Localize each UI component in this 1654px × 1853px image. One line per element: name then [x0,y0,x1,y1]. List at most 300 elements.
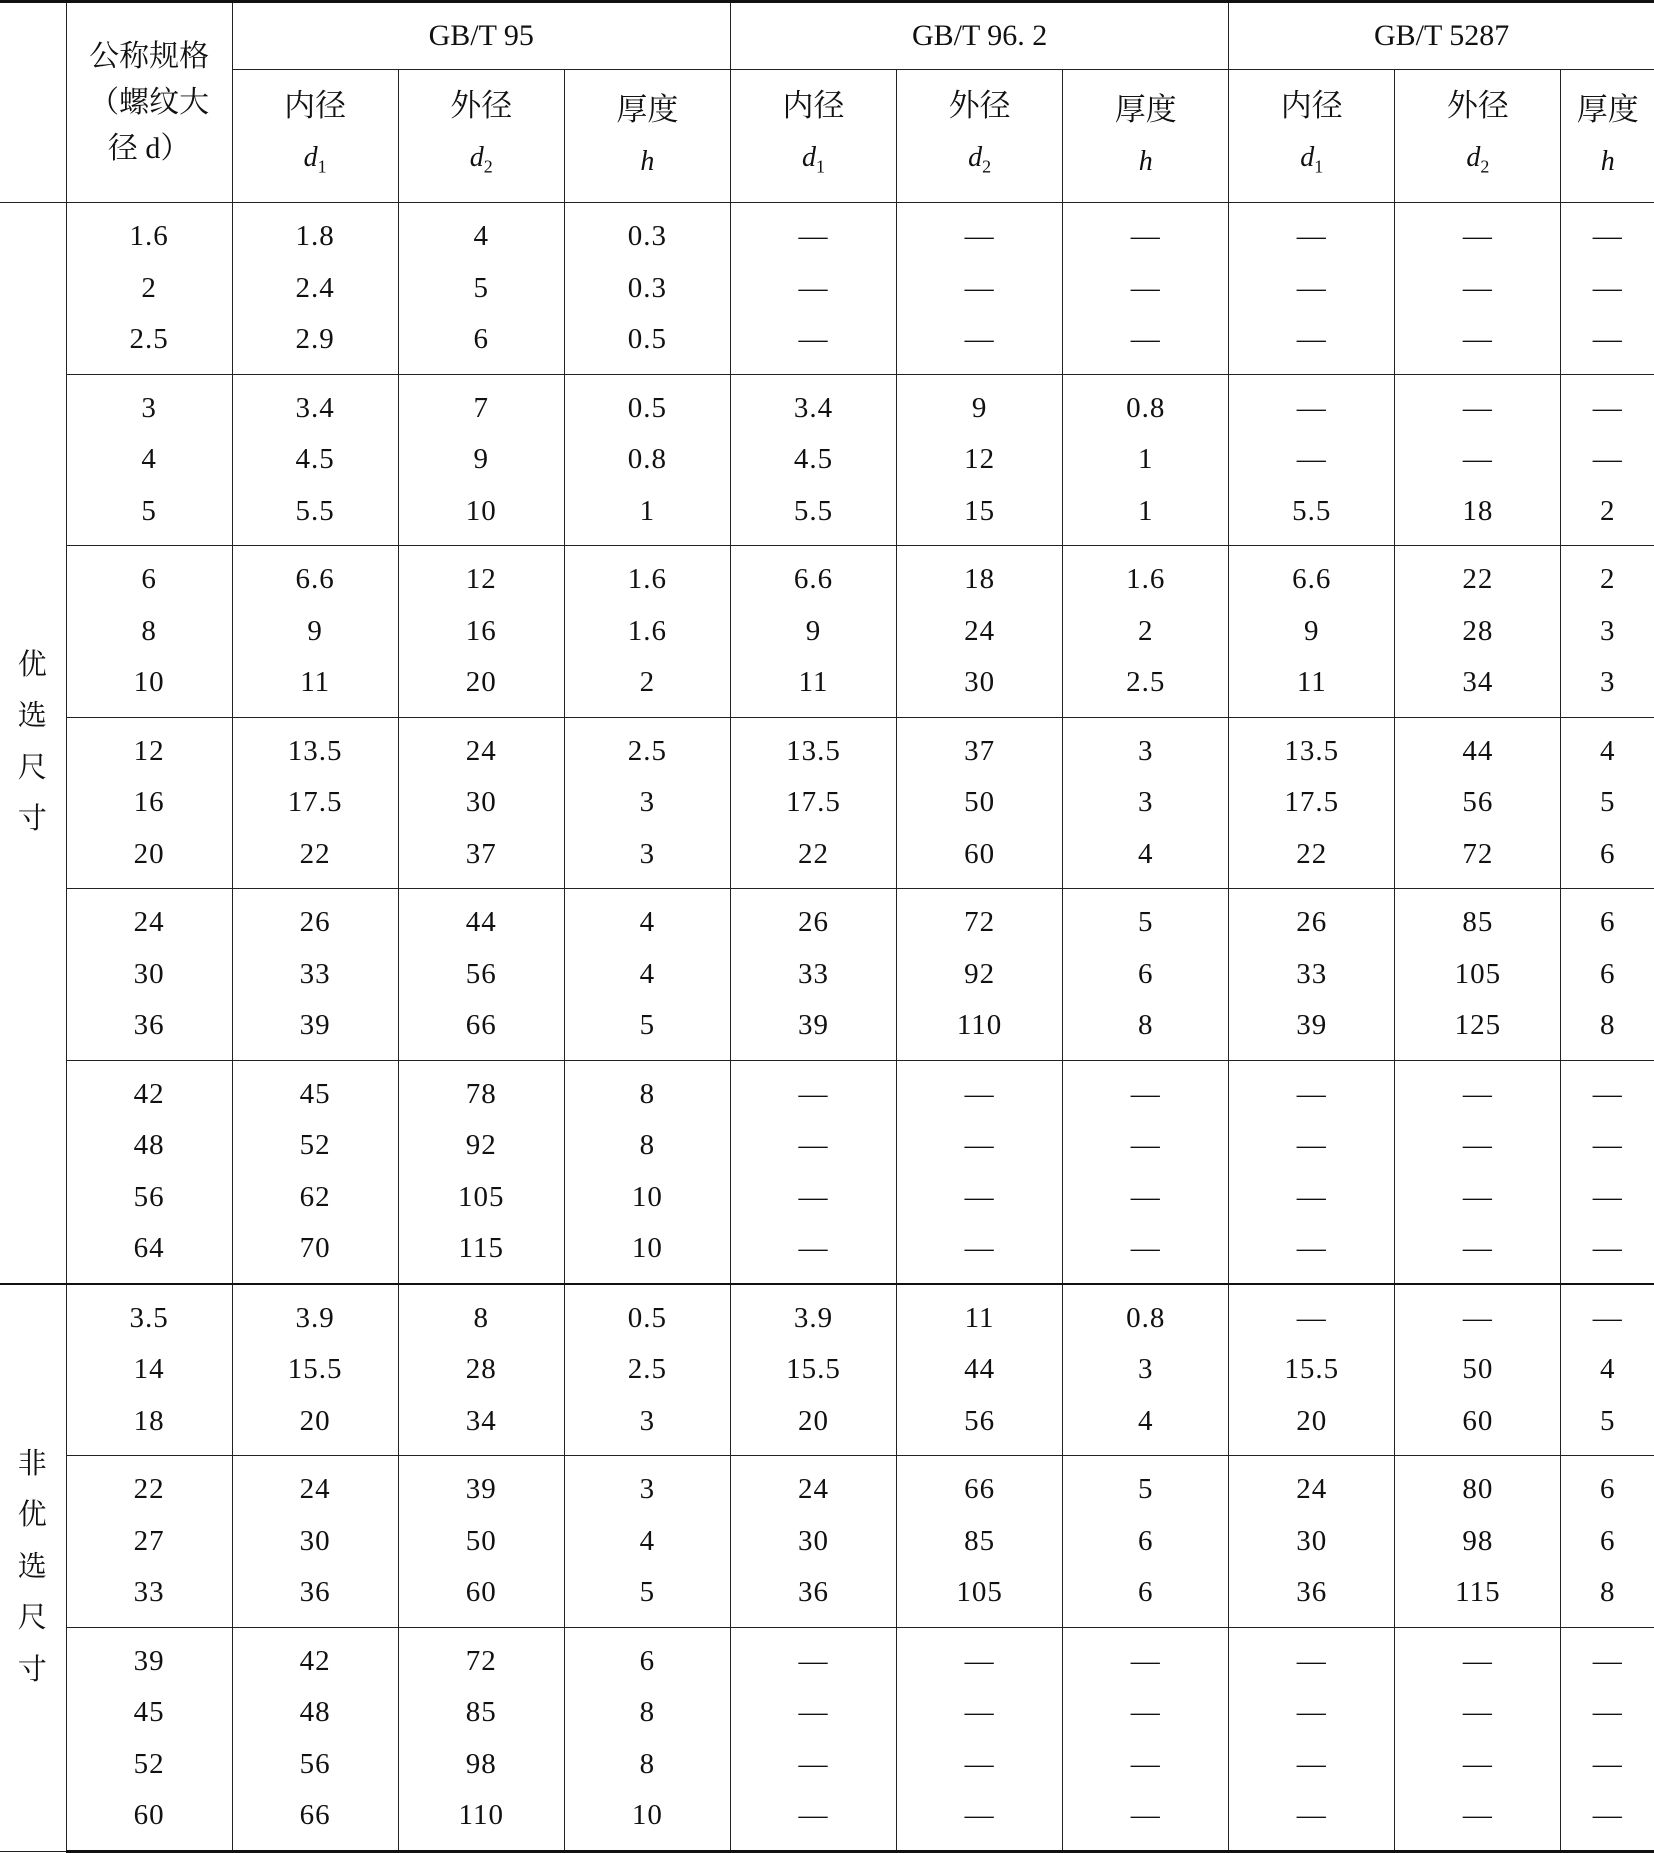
column-label: 厚度 [1576,92,1639,127]
category-char: 寸 [17,1653,48,1686]
cell-value: 5 [1599,786,1616,818]
table-row-group [0,889,1654,1061]
table-cell [1561,717,1654,889]
cell-value: 7 [473,391,490,424]
cell-value: — [798,1232,829,1264]
cell-value: — [798,1077,829,1110]
cell-value: 2.4 [295,271,335,304]
category-char: 尺 [17,1602,48,1635]
table-cell [398,203,564,375]
cell-value: 3 [1599,614,1616,647]
cell-value: 15 [964,494,996,527]
cell-value: 110 [956,1009,1003,1041]
table-cell [1063,717,1229,889]
table-row-group [0,374,1654,546]
column-symbol [399,132,564,193]
cell-value: 110 [458,1799,504,1831]
cell-value: — [1130,1747,1161,1780]
cell-value: 30 [299,1524,331,1557]
cell-value: 3 [141,391,157,424]
table-cell [232,1627,398,1851]
cell-value: 11 [798,666,829,698]
cell-value: 24 [964,614,996,647]
table-cell [730,1456,896,1628]
cell-value: 92 [465,1129,497,1161]
symbol-subscript: 2 [982,156,992,177]
column-symbol [233,132,398,193]
cell-value: 10 [631,1799,663,1831]
cell-value: 26 [797,906,829,938]
cell-value: 13.5 [287,734,343,767]
cell-value: 1.8 [295,220,335,252]
cell-value: 60 [133,1799,165,1831]
table-cell [1561,546,1654,718]
cell-value: 2 [1599,563,1616,595]
cell-value: 18 [964,563,996,595]
table-cell [1229,546,1395,718]
table-row-group [0,1284,1654,1456]
cell-value: 4 [141,443,157,475]
cell-value: 2 [1137,614,1154,647]
cell-value: — [1296,1747,1327,1780]
cell-value: 8 [1137,1009,1154,1041]
cell-value: 3 [639,786,656,818]
cell-value: — [1592,1696,1623,1728]
cell-value: 39 [465,1473,497,1505]
cell-value: — [798,323,829,355]
table-cell [564,546,730,718]
column-header [1395,70,1561,203]
table-cell [730,717,896,889]
cell-value: — [1592,1301,1623,1334]
cell-value: 1.6 [129,220,169,252]
column-subheader-row [0,70,1654,203]
table-cell [398,889,564,1061]
cell-value: 6.6 [295,563,335,595]
cell-value: 8 [639,1129,656,1161]
cell-value: 33 [797,957,829,990]
cell-value: — [798,271,829,304]
cell-value: 37 [465,837,497,870]
table-cell [1395,717,1561,889]
cell-value: 6 [639,1644,656,1677]
cell-value: 3.9 [793,1301,834,1334]
cell-value: — [1296,1644,1327,1677]
cell-value: 22 [1462,563,1494,595]
cell-value: — [798,220,829,252]
cell-value: — [1462,1301,1493,1334]
cell-value: 66 [465,1009,497,1041]
table-cell [1063,546,1229,718]
cell-value: — [1296,1799,1327,1831]
cell-value: 5 [639,1576,656,1608]
table-cell [897,1627,1063,1851]
cell-value: 6.6 [793,563,834,595]
cell-value: 105 [956,1576,1003,1608]
cell-value: — [1130,1696,1161,1728]
cell-value: 18 [133,1404,165,1437]
cell-value: 15.5 [1284,1353,1340,1385]
cell-value: 0.3 [627,220,667,252]
table-cell [1063,203,1229,375]
cell-value: 0.8 [1126,1301,1166,1334]
table-header [0,2,1654,203]
cell-value: 20 [1296,1404,1328,1437]
cell-value: — [1462,1644,1493,1677]
cell-value: 5 [473,271,490,304]
cell-value: — [1592,1232,1623,1264]
cell-value: 52 [133,1747,165,1780]
cell-value: 0.8 [1126,391,1166,424]
table-cell [1561,889,1654,1061]
cell-value: 8 [1599,1576,1616,1608]
cell-value: 72 [964,906,996,938]
cell-value: 4 [639,906,656,938]
cell-value: 3 [1137,1353,1154,1385]
cell-value: — [1130,1232,1161,1264]
cell-value: 50 [964,786,996,818]
column-header [1561,70,1654,203]
cell-value: — [1462,1747,1493,1780]
cell-value: 3 [639,837,656,870]
symbol-subscript: 1 [1314,156,1324,177]
cell-value: 39 [133,1644,165,1677]
cell-value: — [1130,1077,1161,1110]
cell-value: 5 [141,494,157,527]
cell-value: 2.5 [627,734,667,767]
cell-value: 52 [299,1129,331,1161]
table-cell [398,374,564,546]
cell-value: 3 [639,1473,656,1505]
cell-value: — [1462,1799,1493,1831]
cell-value: 4 [639,957,656,990]
table-cell [564,889,730,1061]
cell-value: 0.3 [627,271,667,304]
category-header-cell [0,2,66,203]
category-char: 寸 [17,803,48,836]
table-cell [897,374,1063,546]
table-cell [66,1284,232,1456]
cell-value: 56 [1462,786,1494,818]
cell-value: 98 [1462,1524,1494,1557]
cell-value: 70 [299,1232,331,1264]
symbol-base: d [968,141,983,173]
cell-value: 8 [473,1301,490,1334]
cell-value: 6.6 [1292,563,1332,595]
symbol-base: h [1138,146,1153,177]
cell-value: 45 [299,1077,331,1110]
table-cell [564,374,730,546]
cell-value: 56 [133,1180,165,1213]
cell-value: 3.9 [295,1301,335,1334]
cell-value: — [964,1180,995,1213]
cell-value: 6 [1599,1473,1616,1505]
symbol-subscript: 1 [317,156,327,177]
cell-value: 5 [1137,1473,1154,1505]
table-cell [1395,546,1561,718]
cell-value: 50 [465,1524,497,1557]
table-cell [1395,374,1561,546]
column-symbol [731,132,896,193]
spec-label-line: （螺纹大 [89,85,210,119]
cell-value: — [1296,323,1327,355]
cell-value: 15.5 [786,1353,841,1385]
table-row-group [0,717,1654,889]
cell-value: 22 [797,837,829,870]
table-cell [1561,374,1654,546]
cell-value: 20 [133,837,165,870]
cell-value: 0.5 [627,1301,667,1334]
table-cell [1063,374,1229,546]
cell-value: 36 [133,1009,165,1041]
standard-header-gbt95: GB/T 95 [232,2,730,70]
cell-value: 37 [964,734,996,767]
cell-value: — [1592,391,1623,424]
symbol-base: d [801,141,816,173]
table-cell [1395,889,1561,1061]
cell-value: 33 [1296,957,1328,990]
cell-value: 39 [797,1009,829,1041]
table-cell [730,889,896,1061]
cell-value: 66 [299,1799,331,1831]
cell-value: 39 [299,1009,331,1041]
cell-value: 8 [141,614,157,647]
cell-value: 28 [1462,614,1494,647]
cell-value: 26 [1296,906,1328,938]
table-cell [66,546,232,718]
cell-value: 3 [1599,666,1616,698]
cell-value: 10 [631,1232,663,1264]
cell-value: — [1592,443,1623,475]
cell-value: 4 [1137,837,1154,870]
cell-value: — [1462,220,1493,252]
table-cell [1229,1456,1395,1628]
table-body [0,203,1654,1852]
cell-value: 0.5 [627,323,667,355]
table-cell [66,1456,232,1628]
cell-value: 10 [133,666,165,698]
symbol-base: d [1466,141,1481,173]
table-cell [1395,1060,1561,1284]
cell-value: — [1296,1129,1327,1161]
category-label-non-preferred [0,1284,66,1852]
cell-value: 48 [133,1129,165,1161]
cell-value: 45 [133,1696,165,1728]
cell-value: 60 [1462,1404,1494,1437]
table-cell [232,1060,398,1284]
table-cell [1229,889,1395,1061]
cell-value: 8 [639,1696,656,1728]
cell-value: — [964,1799,995,1831]
table-cell [398,1627,564,1851]
cell-value: 30 [1296,1524,1328,1557]
table-cell [66,374,232,546]
column-symbol [565,136,730,188]
column-header [564,70,730,203]
cell-value: 3 [1137,734,1154,767]
category-char: 尺 [17,751,48,784]
table-cell [1395,203,1561,375]
cell-value: 56 [299,1747,331,1780]
table-cell [564,717,730,889]
cell-value: 2 [639,666,656,698]
table-cell [232,374,398,546]
cell-value: 22 [133,1473,165,1505]
cell-value: — [1296,1301,1327,1334]
cell-value: 22 [299,837,331,870]
cell-value: 72 [1462,837,1494,870]
cell-value: 56 [465,957,497,990]
column-label: 外径 [948,87,1011,123]
symbol-subscript: 2 [483,156,493,177]
table-cell [398,717,564,889]
cell-value: — [964,1644,995,1677]
cell-value: 42 [299,1644,331,1677]
cell-value: 50 [1462,1353,1494,1385]
cell-value: 24 [299,1473,331,1505]
column-label: 内径 [284,87,347,123]
cell-value: 62 [299,1180,331,1213]
cell-value: 14 [133,1353,165,1385]
table-cell [1395,1627,1561,1851]
standard-header-gbt5287: GB/T 5287 [1229,2,1654,70]
cell-value: 26 [299,906,331,938]
cell-value: — [1592,1799,1623,1831]
symbol-base: h [1600,146,1615,177]
cell-value: 44 [964,1353,996,1385]
cell-value: 17.5 [786,786,841,818]
cell-value: 8 [639,1747,656,1780]
cell-value: 6 [1599,1524,1616,1557]
cell-value: — [1592,1129,1623,1161]
table-row-group [0,1456,1654,1628]
table-cell [398,1456,564,1628]
category-label-preferred [0,203,66,1284]
cell-value: 105 [1454,957,1502,990]
table-cell [1561,1627,1654,1851]
cell-value: 11 [964,1301,995,1334]
table-cell [232,717,398,889]
cell-value: 1 [1137,443,1154,475]
cell-value: 4 [473,220,490,252]
cell-value: — [1592,1180,1623,1213]
symbol-base: d [469,141,484,173]
cell-value: — [964,220,995,252]
cell-value: — [798,1129,829,1161]
cell-value: 2.9 [295,323,335,355]
cell-value: — [1462,1696,1493,1728]
cell-value: 33 [299,957,331,990]
table-cell [897,546,1063,718]
cell-value: 20 [797,1404,829,1437]
cell-value: 48 [299,1696,331,1728]
table-cell [897,889,1063,1061]
cell-value: 24 [797,1473,829,1505]
symbol-subscript: 1 [815,156,825,177]
symbol-base: d [303,141,318,173]
cell-value: 115 [458,1232,504,1264]
cell-value: — [1296,1232,1327,1264]
cell-value: — [1130,1129,1161,1161]
cell-value: 42 [133,1077,165,1110]
cell-value: — [964,271,995,304]
cell-value: — [1130,323,1161,355]
cell-value: 6 [141,563,157,595]
column-label: 内径 [1280,87,1343,123]
table-cell [66,889,232,1061]
cell-value: 3.4 [793,391,834,424]
cell-value: — [1592,1077,1623,1110]
cell-value: — [1462,1232,1493,1264]
cell-value: — [1462,391,1493,424]
cell-value: 5.5 [793,494,834,527]
table-cell [1229,203,1395,375]
cell-value: 36 [299,1576,331,1608]
cell-value: 6 [1137,957,1154,990]
cell-value: 44 [465,906,497,938]
table-cell [1561,1456,1654,1628]
table-cell [232,203,398,375]
cell-value: 17.5 [1284,786,1340,818]
cell-value: 1 [1137,494,1154,527]
cell-value: — [1592,220,1623,252]
table-cell [564,1627,730,1851]
table-cell [1063,1456,1229,1628]
cell-value: 9 [473,443,490,475]
cell-value: — [1462,1077,1493,1110]
cell-value: — [1296,1077,1327,1110]
cell-value: — [1462,443,1493,475]
cell-value: — [1130,1799,1161,1831]
cell-value: — [798,1799,829,1831]
table-cell [564,1060,730,1284]
cell-value: 39 [1296,1009,1328,1041]
cell-value: — [1592,323,1623,355]
table-cell [66,1627,232,1851]
cell-value: — [1462,271,1493,304]
cell-value: 30 [465,786,497,818]
cell-value: 16 [465,614,497,647]
cell-value: — [964,1747,995,1780]
spec-label-line: 公称规格 [89,39,210,73]
table-cell [1561,1284,1654,1456]
table-cell [398,1060,564,1284]
column-header [232,70,398,203]
table-cell [1229,374,1395,546]
category-char: 优 [17,1499,48,1532]
cell-value: — [964,1129,995,1161]
table-cell [564,203,730,375]
symbol-base: h [640,146,655,177]
cell-value: — [964,1077,995,1110]
column-header [1229,70,1395,203]
category-char: 选 [17,1550,48,1583]
column-symbol [1063,136,1228,188]
cell-value: — [1296,1180,1327,1213]
table-cell [1395,1456,1561,1628]
cell-value: 4 [639,1524,656,1557]
cell-value: 33 [133,1576,165,1608]
spec-label-line: 径 d） [107,131,191,165]
cell-value: — [1592,1747,1623,1780]
cell-value: 12 [465,563,497,595]
column-header [897,70,1063,203]
cell-value: — [964,1696,995,1728]
cell-value: 36 [1296,1576,1328,1608]
cell-value: 2.5 [1126,666,1166,698]
cell-value: 2 [141,271,157,304]
cell-value: 56 [964,1404,996,1437]
